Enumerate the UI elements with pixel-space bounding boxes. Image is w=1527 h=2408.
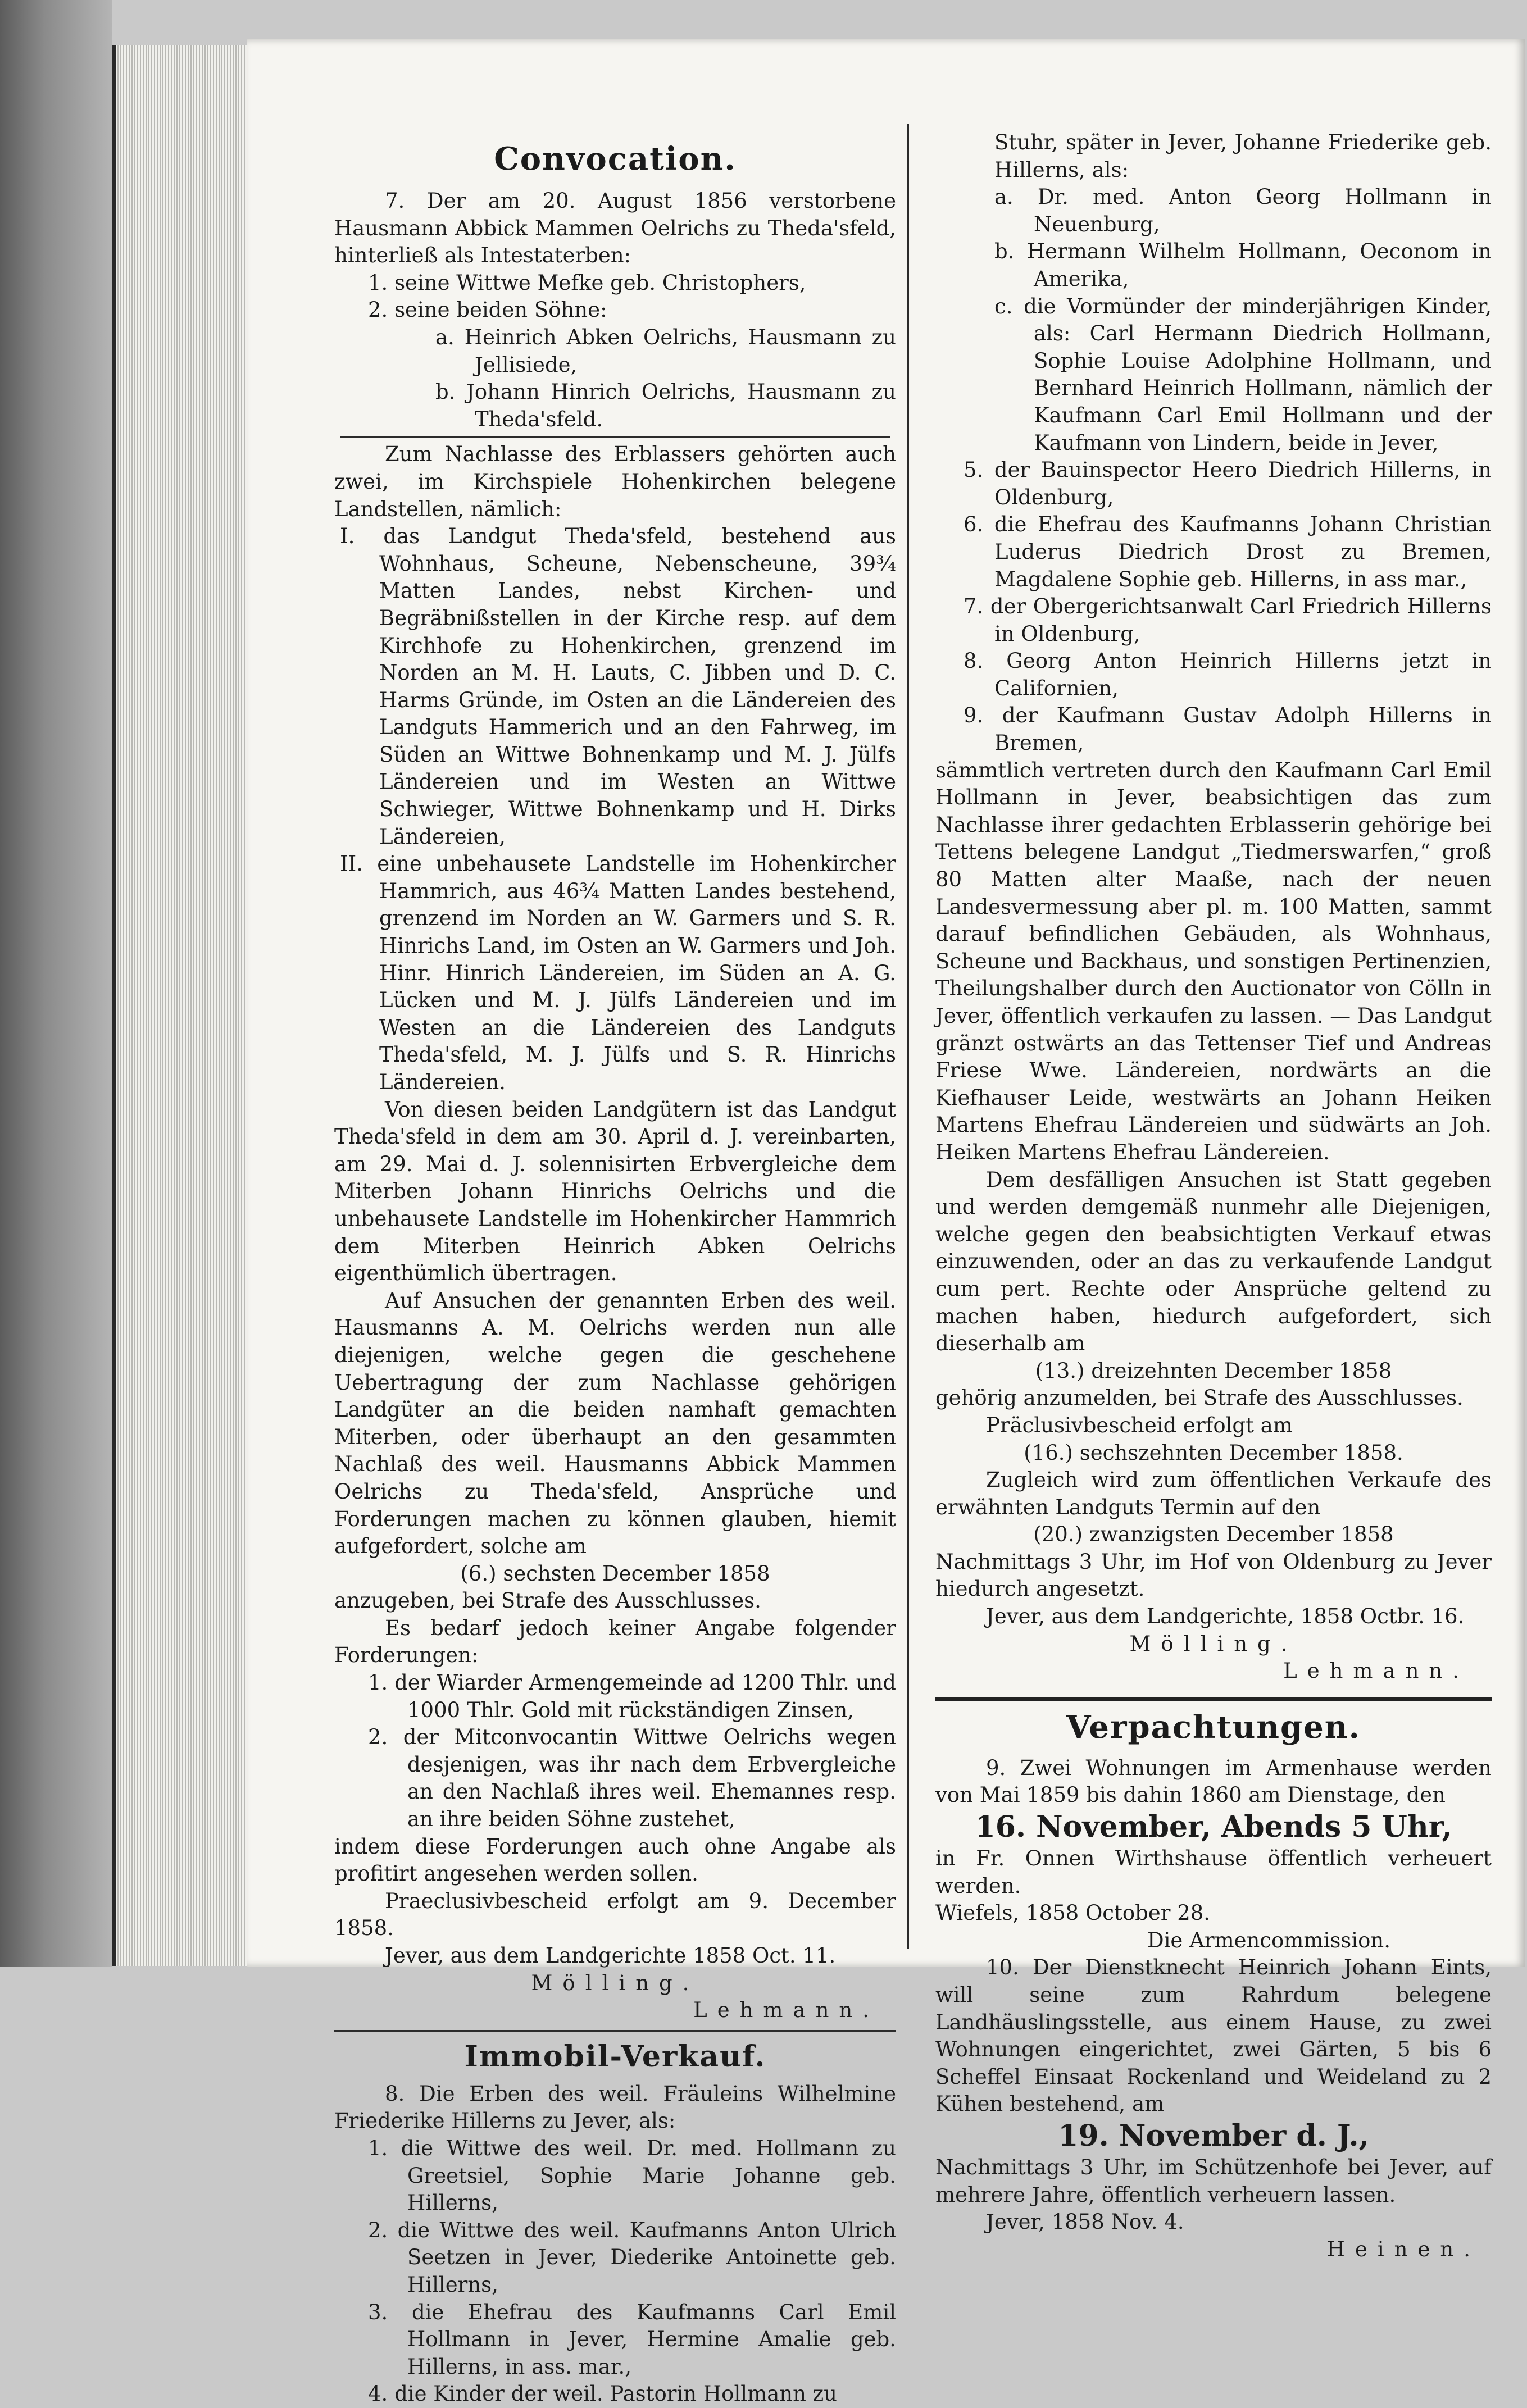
immobil-continued: Stuhr, später in Jever, Johanne Friederike geb. Hillerns, als: [994,130,1492,182]
estate-intro: Zum Nachlasse des Erblassers gehörten auch zwei, im Kirchspiele Hohenkirchen belegene Landstellen, nämlich: [334,442,896,521]
book-page-edges [112,45,262,1966]
penalty-line: gehörig anzumelden, bei Strafe des Ausschlusses. [935,1386,1464,1410]
estate-item: I. das Landgut Theda'sfeld, bestehend aus Wohnhaus, Scheune, Nebenscheune, 39¾ Matten Landes, nebst Kirchen- und Begräbnißstellen in der Kirche resp. auf dem Kirchhofe zu Hohenkirchen, grenzend im Norden an M. H. Lauts, C. Jibben und D. C. Harms Gründe, im Osten an die Ländereien des Landguts Hammerich und an den Fahrweg, im Süden an Wittwe Bohnenkamp und M. J. Jülfs Ländereien und im Westen an Wittwe Schwieger, Wittwe Bohnenkamp und H. Dirks Ländereien, [340,524,896,849]
heir-item: 3. die Ehefrau des Kaufmanns Carl Emil Hollmann in Jever, Hermine Amalie geb. Hillerns, in ass. mar., [368,2300,896,2379]
heir-item: 7. der Obergerichtsanwalt Carl Friedrich Hillerns in Oldenburg, [964,594,1492,646]
request-paragraph: Auf Ansuchen der genannten Erben des weil. Hausmanns A. M. Oelrichs werden nun alle diejenigen, welche gegen die geschehene Uebertragung der zum Nachlasse gehörigen Landgüter an die beiden namhaft gemachten Miterben, oder überhaupt an den gesammten Nachlaß des weil. Hausmanns Abbick Mammen Oelrichs zu Theda'sfeld, Ansprüche und Forderungen machen zu können glauben, hiemit aufgefordert, solche am [334,1288,896,1559]
immobil-intro: 8. Die Erben des weil. Fräuleins Wilhelmine Friederike Hillerns zu Jever, als: [334,2081,896,2133]
heir-item: 9. der Kaufmann Gustav Adolph Hillerns in Bremen, [964,703,1492,755]
sale-paragraph: sämmtlich vertreten durch den Kaufmann Carl Emil Hollmann in Jever, beabsichtigen das zum Nachlasse ihrer gedachten Erblasserin gehörige bei Tettens belegene Landgut „Tiedmerswarfen,“ groß 80 Matten alter Maaße, nach der neuen Landesvermessung aber pl. m. 100 Matten, sammt darauf befindlichen Gebäuden, als Wohnhaus, Scheune und Backhaus, und sonstigen Pertinenzien, Theilungshalber durch den Auctionator von Cölln in Jever, öffentlich verkaufen zu lassen. — Das Landgut gränzt ostwärts an das Tettenser Tief und Andreas Friese Wwe. Ländereien, nordwärts an die Kiefhauser Leide, westwärts an Johann Heiken Martens Ehefrau Ländereien und südwärts an Joh. Heiken Martens Ehefrau Ländereien. [935,758,1492,1164]
claim-item: 1. der Wiarder Armengemeinde ad 1200 Thlr. und 1000 Thlr. Gold mit rückständigen Zinsen, [368,1670,896,1722]
lease-item-9-signer: Die Armencommission. [1147,1928,1390,1952]
verpachtungen-title: Verpachtungen. [1066,1708,1361,1746]
child-item: b. Hermann Wilhelm Hollmann, Oeconom in Amerika, [994,239,1492,291]
heir-item: 2. seine beiden Söhne: [368,298,607,322]
exempt-intro: Es bedarf jedoch keiner Angabe folgender Forderungen: [334,1615,896,1668]
signature-moelling: Mölling. [1129,1631,1298,1656]
child-item: a. Dr. med. Anton Georg Hollmann in Neuenburg, [994,185,1492,236]
signature-lehmann: Lehmann. [693,1998,879,2023]
deadline-date: (13.) dreizehnten December 1858 [1035,1358,1392,1383]
agreement-paragraph: Von diesen beiden Landgütern ist das Landgut Theda'sfeld in dem am 30. April d. J. vereinbarten, am 29. Mai d. J. solennisirten Erbvergleiche dem Miterben Johann Hinrichs Oelrichs und die unbehausete Landstelle im Hohenkircher Hammrich dem Miterben Heinrich Abken Oelrichs eigenthümlich übertragen. [334,1097,896,1286]
son-item: b. Johann Hinrich Oelrichs, Hausmann zu Theda'sfeld. [435,380,896,431]
preclusion-line: Präclusivbescheid erfolgt am [986,1413,1293,1437]
preclusion-line: Praeclusivbescheid erfolgt am 9. December 1858. [334,1888,896,1941]
heir-item: 5. der Bauinspector Heero Diedrich Hillerns, in Oldenburg, [964,458,1492,509]
place-date: Jever, aus dem Landgerichte 1858 Oct. 11. [385,1943,836,1968]
section-rule [935,1697,1492,1701]
son-item: a. Heinrich Abken Oelrichs, Hausmann zu Jellisiede, [435,325,896,377]
lease-item-9: 9. Zwei Wohnungen im Armenhause werden von Mai 1859 bis dahin 1860 am Dienstage, den [935,1755,1492,1808]
convocation-title: Convocation. [494,140,737,177]
child-item: c. die Vormünder der minderjährigen Kinder, als: Carl Hermann Diedrich Hollmann, Sophie Louise Adolphine Hollmann, und Bernhard Heinrich Hollmann, nämlich der Kaufmann Carl Emil Hollmann und der Kaufmann von Lindern, beide in Jever, [994,294,1492,455]
left-column [334,129,896,2408]
auction-time: Nachmittags 3 Uhr, im Hof von Oldenburg zu Jever hiedurch angesetzt. [935,1549,1492,1601]
immobil-title: Immobil-Verkauf. [464,2039,766,2074]
deadline-date: (6.) sechsten December 1858 [460,1561,770,1586]
heir-item: 6. die Ehefrau des Kaufmanns Johann Christian Luderus Diedrich Drost zu Bremen, Magdalene Sophie geb. Hillerns, in ass mar., [964,512,1492,591]
lease-item-9-tail: in Fr. Onnen Wirthshause öffentlich verheuert werden. [935,1846,1492,1898]
signature-lehmann: Lehmann. [1283,1659,1469,1683]
lease-item-10-date: 19. November d. J., [1058,2118,1369,2153]
auction-date: (20.) zwanzigsten December 1858 [1033,1522,1394,1547]
column-divider [907,124,909,1949]
section-rule [340,436,890,438]
penalty-line: anzugeben, bei Strafe des Ausschlusses. [334,1588,761,1613]
heir-item: 2. die Wittwe des weil. Kaufmanns Anton Ulrich Seetzen in Jever, Diederike Antoinette geb. Hillerns, [368,2218,896,2297]
lease-item-10-tail: Nachmittags 3 Uhr, im Schützenhofe bei Jever, auf mehrere Jahre, öffentlich verheuern lassen. [935,2155,1492,2207]
heir-item: 1. die Wittwe des weil. Dr. med. Hollmann zu Greetsiel, Sophie Marie Johanne geb. Hillerns, [368,2136,896,2215]
lease-item-9-place: Wiefels, 1858 October 28. [935,1901,1211,1926]
auction-intro: Zugleich wird zum öffentlichen Verkaufe des erwähnten Landguts Termin auf den [935,1468,1492,1519]
heir-item: 1. seine Wittwe Mefke geb. Christophers, [368,270,806,295]
signature-moelling: Mölling. [531,1970,699,1995]
scan-background [0,0,112,1967]
granted-paragraph: Dem desfälligen Ansuchen ist Statt gegeben und werden demgemäß nunmehr alle Diejenigen, welche gegen den beabsichtigten Verkauf etwas einzuwenden, oder an das zu verkaufende Landgut cum pert. Rechte oder Ansprüche geltend zu machen haben, hiedurch aufgefordert, sich dieserhalb am [935,1167,1492,1356]
right-column [935,129,1492,2263]
heir-item: 4. die Kinder der weil. Pastorin Hollmann zu [368,2382,837,2406]
lease-item-10-place: Jever, 1858 Nov. 4. [986,2210,1184,2234]
preclusion-date: (16.) sechszehnten December 1858. [1024,1440,1403,1465]
document-page [247,39,1525,2406]
convocation-intro: 7. Der am 20. August 1856 verstorbene Hausmann Abbick Mammen Oelrichs zu Theda'sfeld, hinterließ als Intestaterben: [334,189,896,268]
lease-item-10-signer: Heinen. [1326,2237,1480,2261]
estate-item: II. eine unbehausete Landstelle im Hohenkircher Hammrich, aus 46¾ Matten Landes bestehend, grenzend im Norden an W. Garmers und S. R. Hinrichs Land, im Osten an W. Garmers und Joh. Hinr. Hinrich Ländereien, im Süden an A. G. Lücken und M. J. Jülfs Ländereien und im Westen an die Ländereien des Landguts Theda'sfeld, M. J. Jülfs und S. R. Hinrichs Ländereien. [340,852,896,1094]
claim-item: 2. der Mitconvocantin Wittwe Oelrichs wegen desjenigen, was ihr nach dem Erbvergleiche an den Nachlaß ihres weil. Ehemannes resp. an ihre beiden Söhne zustehet, [368,1725,896,1832]
claims-tail: indem diese Forderungen auch ohne Angabe als profitirt angesehen werden sollen. [334,1834,896,1886]
place-date: Jever, aus dem Landgerichte, 1858 Octbr. 16. [986,1604,1465,1629]
lease-item-10: 10. Der Dienstknecht Heinrich Johann Eints, will seine zum Rahrdum belegene Landhäuslingsstelle, aus einem Hause, zu zwei Wohnungen eingerichtet, zwei Gärten, 5 bis 6 Scheffel Einsaat Rockenland und Weideland zu 2 Kühen bestehend, am [935,1955,1492,2116]
lease-item-9-date: 16. November, Abends 5 Uhr, [975,1810,1452,1845]
section-rule [334,2030,896,2032]
heir-item: 8. Georg Anton Heinrich Hillerns jetzt in Californien, [964,649,1492,700]
